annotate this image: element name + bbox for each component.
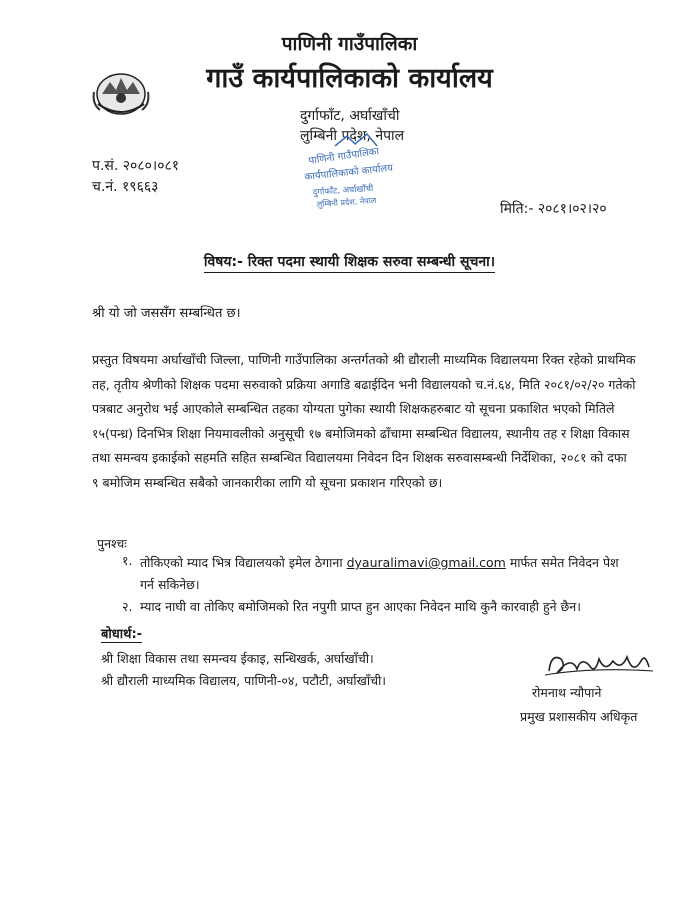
office-title: गाउँ कार्यपालिकाको कार्यालय xyxy=(206,63,493,94)
cc-recipient-1: श्री शिक्षा विकास तथा समन्वय ईकाइ, सन्धिखर्क, अर्घाखाँची। xyxy=(101,651,374,666)
postscript-item-2: म्याद नाघी वा तोकिए बमोजिमको रित नपुगी प्राप्त हुन आएका निवेदन माथि कुनै कारवाही हुने छैन। xyxy=(140,599,581,614)
salutation: श्री यो जो जससँग सम्बन्धित छ। xyxy=(92,306,241,321)
postscript-item-1-pre: तोकिएको म्याद भित्र विद्यालयको इमेल ठेगाना xyxy=(140,555,347,570)
signatory-title: प्रमुख प्रशासकीय अधिकृत xyxy=(520,709,638,724)
signatory-name: रोमनाथ न्यौपाने xyxy=(532,685,602,700)
subject-text: विषय:- रिक्त पदमा स्थायी शिक्षक सरुवा सम्बन्धी सूचना। xyxy=(204,254,495,273)
address-line-2: लुम्बिनी प्रदेश, नेपाल xyxy=(300,128,405,144)
postscript-item-1-number: १. xyxy=(122,553,133,568)
stamp-text-1: पाणिनी गाउँपालिका xyxy=(307,146,380,167)
stamp-text-3: दुर्गाफाँट, अर्घाखाँची xyxy=(312,183,374,198)
body-paragraph: प्रस्तुत विषयमा अर्घाखाँची जिल्ला, पाणिनी गाउँपालिका अन्तर्गतको श्री द्यौराली माध्यमिक विद्यालयमा रिक्त रहेको प्राथमिक तह, तृतीय श्रेणीको शिक्षक पदमा सरुवाको प्रक्रिया अगाडि बढाईदिन भनी विद्यालयको च.नं.६४, मिति २०८१/०२/२० गतेको पत्रबाट अनुरोध भई आएकोले सम्बन्धित तहका योग्यता पुगेका स्थायी शिक्षकहरुबाट यो सूचना प्रकाशित भएको मितिले १५(पन्ध्र) दिनभित्र शिक्षा नियमावलीको अनुसूची १७ बमोजिमको ढाँचामा सम्बन्धित विद्यालय, स्थानीय तह र शिक्षा विकास तथा समन्वय इकाईको सहमति सहित सम्बन्धित विद्यालयमा निवेदन दिन शिक्षक सरुवासम्बन्धी निर्देशिका, २०८१ को दफा ९ बमोजिम सम्बन्धित सबैको जानकारीका लागि यो सूचना प्रकाशन गरिएको छ। xyxy=(92,352,636,490)
cc-recipient-2: श्री द्यौराली माध्यमिक विद्यालय, पाणिनी-०४, पटौटी, अर्घाखाँची। xyxy=(101,673,387,688)
chalani-number: च.नं. १९६६३ xyxy=(92,179,159,195)
cc-label: बोधार्थ:- xyxy=(101,624,142,643)
postscript-item-2-number: २. xyxy=(122,599,133,614)
postscript-label: पुनश्चः xyxy=(97,536,127,551)
patra-sankhya: प.सं. २०८०।०८१ xyxy=(92,158,180,174)
subject-line xyxy=(0,252,699,271)
document-date: मिति:- २०८१।०२।२० xyxy=(500,201,607,217)
signature xyxy=(541,645,661,683)
postscript-item-1 xyxy=(140,552,630,596)
office-stamp xyxy=(295,128,413,216)
address-line-1: दुर्गाफाँट, अर्घाखाँची xyxy=(300,108,400,124)
reference-block xyxy=(92,156,179,198)
stamp-text-2: कार्यपालिकाको कार्यालय xyxy=(304,162,394,183)
postscript-item-1-post: मार्फत समेत निवेदन पेश गर्न सकिनेछ। xyxy=(140,555,619,592)
school-email-link[interactable]: dyauralimavi@gmail.com xyxy=(346,555,506,570)
stamp-text-4: लुम्बिनी प्रदेश, नेपाल xyxy=(316,195,377,209)
office-name: पाणिनी गाउँपालिका xyxy=(281,33,418,55)
